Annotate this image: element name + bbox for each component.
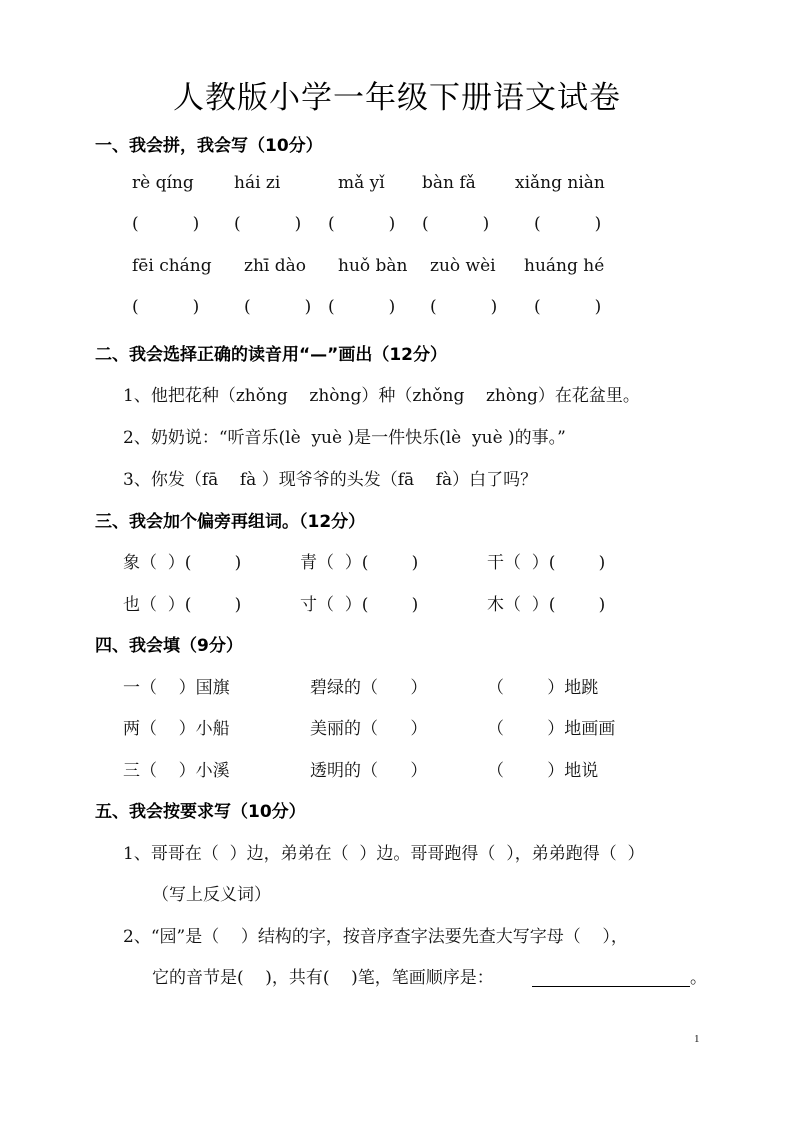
- pinyin-item: mǎ yǐ: [338, 173, 385, 193]
- answer-blank[interactable]: ( ): [132, 297, 200, 317]
- pinyin-item: xiǎng niàn: [515, 173, 605, 193]
- question-5-2-end: 。: [690, 968, 707, 988]
- pinyin-item: huǒ bàn: [338, 256, 408, 276]
- radical-item[interactable]: 象（ ）( ): [123, 553, 242, 573]
- section-2-heading: 二、我会选择正确的读音用“—”画出（12分）: [95, 345, 448, 365]
- fill-item[interactable]: （ ）地说: [487, 761, 599, 781]
- answer-blank[interactable]: ( ): [328, 214, 396, 234]
- fill-item[interactable]: （ ）地画画: [487, 719, 616, 739]
- answer-blank[interactable]: ( ): [430, 297, 498, 317]
- answer-blank[interactable]: ( ): [328, 297, 396, 317]
- fill-item[interactable]: 两（ ）小船: [123, 719, 230, 739]
- question-5-2[interactable]: 2、“园”是（ ）结构的字，按音序查字法要先查大写字母（ ），: [123, 927, 628, 947]
- fill-item[interactable]: （ ）地跳: [487, 678, 599, 698]
- question-2-3[interactable]: 3、你发（fā fà ）现爷爷的头发（fā fà）白了吗？: [123, 470, 538, 490]
- section-3-heading: 三、我会加个偏旁再组词。（12分）: [95, 512, 366, 532]
- radical-item[interactable]: 也（ ）( ): [123, 595, 242, 615]
- answer-blank[interactable]: ( ): [132, 214, 200, 234]
- pinyin-item: zuò wèi: [430, 256, 496, 276]
- question-2-2[interactable]: 2、奶奶说：“听音乐(lè yuè )是一件快乐(lè yuè )的事。”: [123, 428, 566, 448]
- pinyin-item: zhī dào: [244, 256, 306, 276]
- page-title: 人教版小学一年级下册语文试卷: [173, 80, 621, 116]
- answer-blank[interactable]: ( ): [534, 214, 602, 234]
- pinyin-item: rè qíng: [132, 173, 194, 193]
- fill-item[interactable]: 碧绿的（ ）: [310, 678, 428, 698]
- pinyin-item: fēi cháng: [132, 256, 212, 276]
- pinyin-item: hái zi: [234, 173, 281, 193]
- radical-item[interactable]: 木（ ）( ): [487, 595, 606, 615]
- fill-item[interactable]: 美丽的（ ）: [310, 719, 428, 739]
- radical-item[interactable]: 寸（ ）( ): [300, 595, 419, 615]
- pinyin-item: bàn fǎ: [422, 173, 476, 193]
- question-5-1[interactable]: 1、哥哥在（ ）边，弟弟在（ ）边。哥哥跑得（ ），弟弟跑得（ ）: [123, 844, 645, 864]
- fill-item[interactable]: 三（ ）小溪: [123, 761, 230, 781]
- answer-blank[interactable]: ( ): [234, 214, 302, 234]
- question-5-1-note: （写上反义词）: [152, 885, 271, 905]
- stroke-order-blank[interactable]: [532, 986, 690, 987]
- answer-blank[interactable]: ( ): [422, 214, 490, 234]
- page-number: 1: [694, 1033, 700, 1045]
- radical-item[interactable]: 青（ ）( ): [300, 553, 419, 573]
- answer-blank[interactable]: ( ): [534, 297, 602, 317]
- section-5-heading: 五、我会按要求写（10分）: [95, 802, 306, 822]
- answer-blank[interactable]: ( ): [244, 297, 312, 317]
- fill-item[interactable]: 透明的（ ）: [310, 761, 428, 781]
- radical-item[interactable]: 干（ ）( ): [487, 553, 606, 573]
- question-5-2-cont[interactable]: 它的音节是( )，共有( )笔，笔画顺序是：: [152, 968, 494, 988]
- section-1-heading: 一、我会拼，我会写（10分）: [95, 136, 323, 156]
- question-2-1[interactable]: 1、他把花种（zhǒng zhòng）种（zhǒng zhòng）在花盆里。: [123, 386, 640, 406]
- section-4-heading: 四、我会填（9分）: [95, 636, 243, 656]
- fill-item[interactable]: 一（ ）国旗: [123, 678, 230, 698]
- pinyin-item: huáng hé: [524, 256, 605, 276]
